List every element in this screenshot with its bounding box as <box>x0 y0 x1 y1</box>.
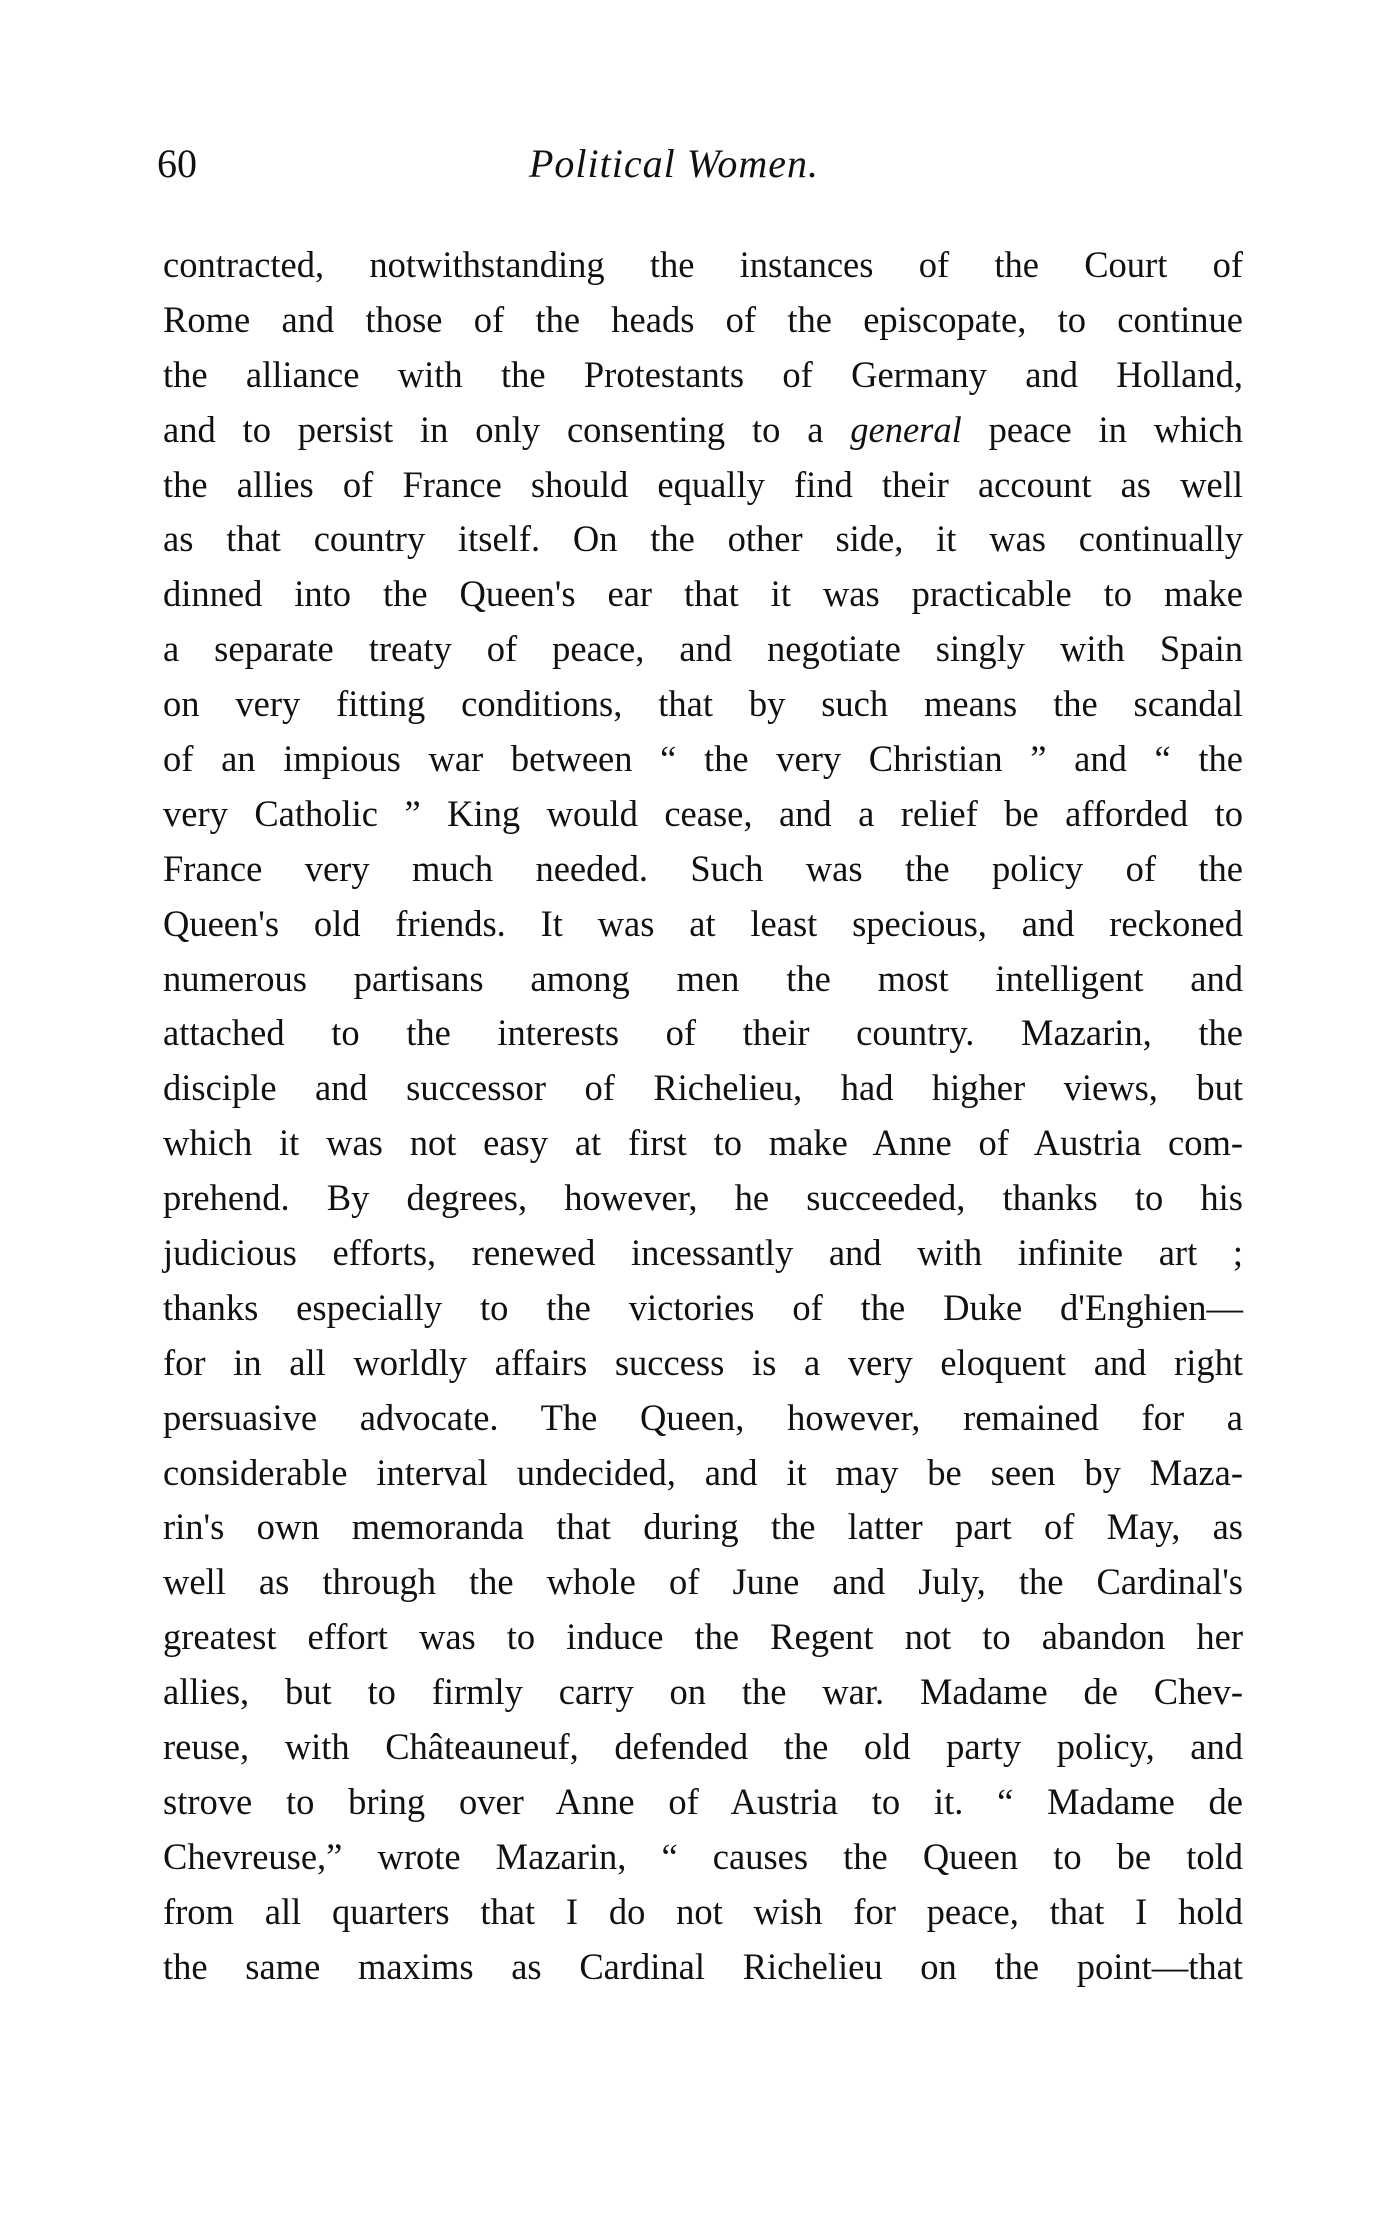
text-line: the alliance with the Protestants of Germany and Holland, <box>163 353 1243 395</box>
text-line: greatest effort was to induce the Regent not to abandon her <box>163 1616 1243 1658</box>
text-line: for in all worldly affairs success is a very eloquent and right <box>163 1341 1243 1383</box>
text-line: Rome and those of the heads of the episcopate, to continue <box>163 298 1243 340</box>
text-line: thanks especially to the victories of the Duke d'Enghien— <box>163 1286 1243 1328</box>
text-line: well as through the whole of June and July, the Cardinal's <box>163 1561 1243 1603</box>
text-line: a separate treaty of peace, and negotiate singly with Spain <box>163 628 1243 670</box>
text-line: of an impious war between “ the very Christian ” and “ the <box>163 738 1243 780</box>
text-segment: peace in which <box>988 408 1243 450</box>
text-segment: and to persist in only consenting to a <box>163 408 824 450</box>
text-line: prehend. By degrees, however, he succeeded, thanks to his <box>163 1177 1243 1219</box>
text-line: persuasive advocate. The Queen, however, remained for a <box>163 1396 1243 1438</box>
text-line: attached to the interests of their country. Mazarin, the <box>163 1012 1243 1054</box>
text-line: the allies of France should equally find their account as well <box>163 463 1243 505</box>
body-text <box>163 238 1243 1995</box>
page-number: 60 <box>157 141 197 186</box>
text-line: allies, but to firmly carry on the war. Madame de Chev- <box>163 1671 1243 1713</box>
text-line: considerable interval undecided, and it may be seen by Maza- <box>163 1451 1243 1493</box>
text-line: as that country itself. On the other side, it was continually <box>163 518 1243 560</box>
text-line: disciple and successor of Richelieu, had higher views, but <box>163 1067 1243 1109</box>
text-line: very Catholic ” King would cease, and a relief be afforded to <box>163 792 1243 834</box>
page-header <box>157 140 1243 190</box>
text-line: France very much needed. Such was the policy of the <box>163 847 1243 889</box>
text-line: from all quarters that I do not wish for peace, that I hold <box>163 1890 1243 1932</box>
running-title: Political Women. <box>529 141 820 186</box>
text-line <box>163 403 1243 458</box>
text-line: reuse, with Châteauneuf, defended the old party policy, and <box>163 1726 1243 1768</box>
text-line: Chevreuse,” wrote Mazarin, “ causes the Queen to be told <box>163 1835 1243 1877</box>
text-line: contracted, notwithstanding the instances of the Court of <box>163 244 1243 285</box>
text-line: the same maxims as Cardinal Richelieu on the point—that <box>163 1945 1243 1987</box>
text-line: on very fitting conditions, that by such means the scandal <box>163 683 1243 725</box>
text-line: rin's own memoranda that during the latter part of May, as <box>163 1506 1243 1548</box>
italic-word: general <box>850 408 962 450</box>
text-line: dinned into the Queen's ear that it was practicable to make <box>163 573 1243 615</box>
text-line: numerous partisans among men the most intelligent and <box>163 957 1243 999</box>
text-line: judicious efforts, renewed incessantly and with infinite art ; <box>163 1232 1243 1274</box>
text-line: which it was not easy at first to make Anne of Austria com- <box>163 1122 1243 1164</box>
text-line: strove to bring over Anne of Austria to it. “ Madame de <box>163 1780 1243 1822</box>
text-line: Queen's old friends. It was at least specious, and reckoned <box>163 902 1243 944</box>
